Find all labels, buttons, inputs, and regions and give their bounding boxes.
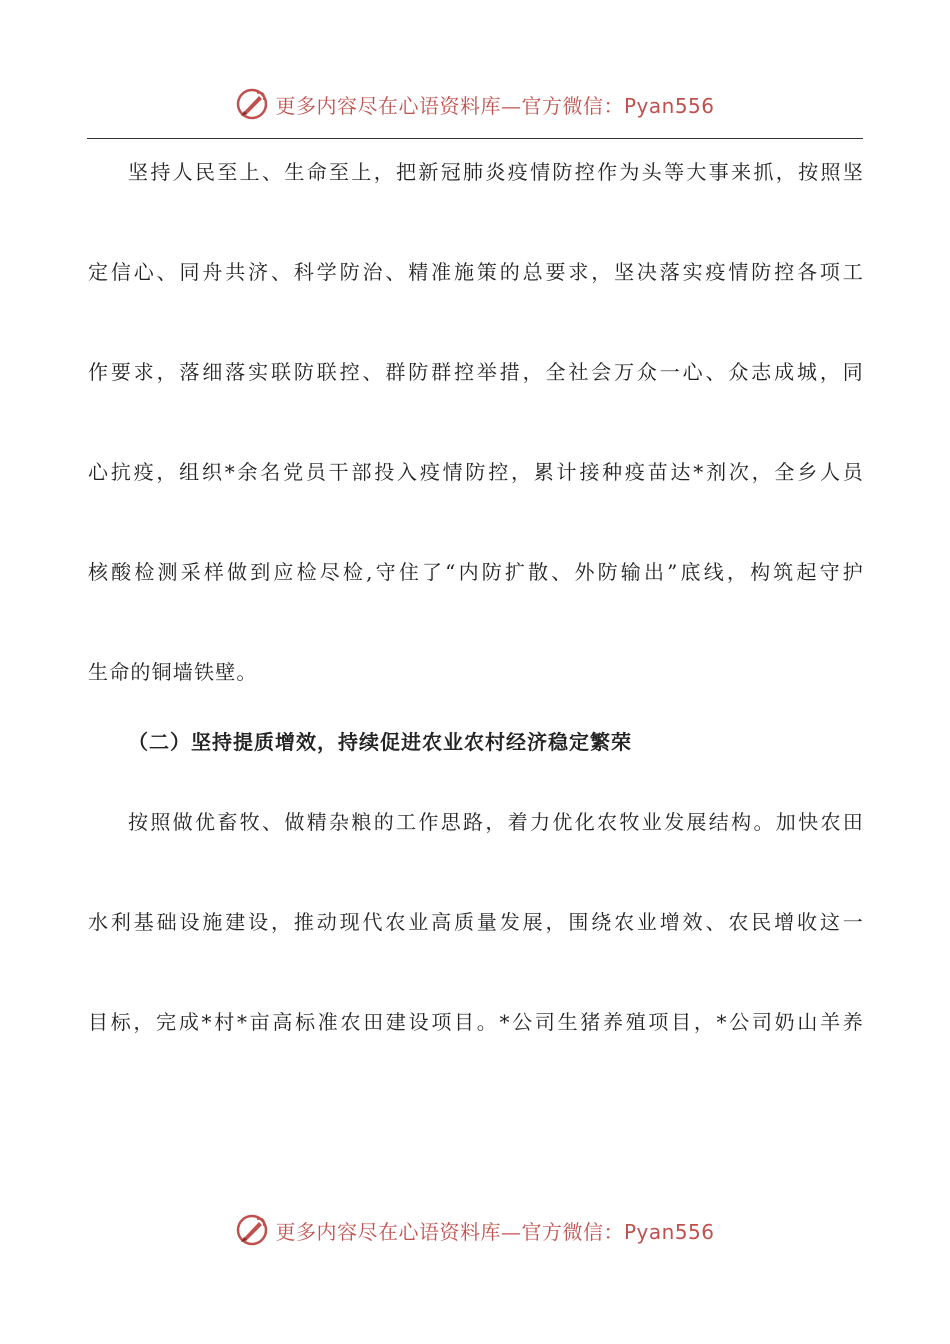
header-banner-id: Pyan556 — [623, 93, 715, 118]
text-line: 目标，完成*村*亩高标准农田建设项目。*公司生猪养殖项目，*公司奶山羊养 — [88, 1010, 864, 1034]
text-line: 核酸检测采样做到应检尽检,守住了“内防扩散、外防输出”底线，构筑起守护 — [88, 560, 864, 584]
text-line: 水利基础设施建设，推动现代农业高质量发展，围绕农业增效、农民增收这一 — [88, 910, 864, 934]
text-line: 生命的铜墙铁壁。 — [88, 660, 258, 684]
pen-logo-icon — [235, 87, 269, 121]
text-line: 作要求，落细落实联防联控、群防群控举措，全社会万众一心、众志成城，同 — [88, 360, 864, 384]
header-banner-text: 更多内容尽在心语资料库—官方微信：Pyan556 — [275, 93, 715, 118]
text-line: 坚持人民至上、生命至上，把新冠肺炎疫情防控作为头等大事来抓，按照坚 — [128, 160, 864, 184]
paragraph-2 — [88, 772, 864, 1072]
header-banner — [0, 84, 950, 124]
footer-banner-text: 更多内容尽在心语资料库—官方微信：Pyan556 — [275, 1219, 715, 1244]
text-line: 定信心、同舟共济、科学防治、精准施策的总要求，坚决落实疫情防控各项工 — [88, 260, 864, 284]
footer-banner — [0, 1210, 950, 1250]
section-heading: （二）坚持提质增效，持续促进农业农村经济稳定繁荣 — [128, 730, 632, 754]
paragraph-1 — [88, 122, 864, 722]
text-line: 按照做优畜牧、做精杂粮的工作思路，着力优化农牧业发展结构。加快农田 — [128, 810, 864, 834]
pen-logo-icon — [235, 1213, 269, 1247]
text-line: 心抗疫，组织*余名党员干部投入疫情防控，累计接种疫苗达*剂次，全乡人员 — [88, 460, 864, 484]
footer-banner-id: Pyan556 — [623, 1219, 715, 1244]
